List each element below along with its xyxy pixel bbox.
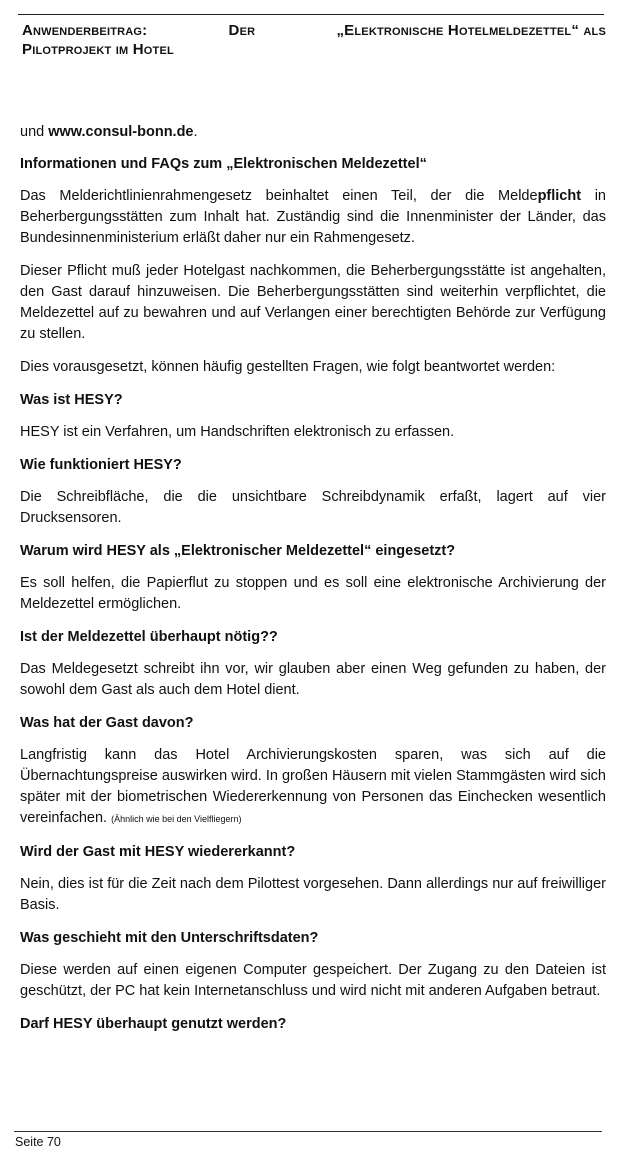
running-header-title: „Elektronische Hotelmeldezettel“ als bbox=[336, 22, 606, 39]
paragraph-1 bbox=[20, 186, 606, 249]
faq-question-6: Wird der Gast mit HESY wiedererkannt? bbox=[20, 844, 296, 860]
faq-answer-5-note: (Ähnlich wie bei den Vielfliegern) bbox=[111, 814, 242, 824]
main-content bbox=[20, 122, 606, 1046]
running-header-label: Anwenderbeitrag: bbox=[22, 22, 148, 39]
intro-prefix: und bbox=[20, 124, 49, 140]
header-rule bbox=[18, 14, 604, 15]
paragraph-1-emphasis: pflicht bbox=[537, 188, 582, 204]
faq-answer-4: Das Meldegesetzt schreibt ihn vor, wir glauben aber einen Weg gefunden zu haben, der sowohl dem Gast als auch dem Hotel dient. bbox=[20, 661, 606, 698]
intro-line bbox=[20, 122, 606, 143]
running-header-line-1 bbox=[22, 21, 606, 40]
page-number: Seite 70 bbox=[15, 1135, 61, 1149]
faq-question-3: Warum wird HESY als „Elektronischer Meldezettel“ eingesetzt? bbox=[20, 543, 456, 559]
faq-answer-5 bbox=[20, 745, 606, 830]
running-header-line-2: Pilotprojekt im Hotel bbox=[22, 41, 174, 58]
running-header-article: Der bbox=[228, 22, 256, 39]
faq-answer-2: Die Schreibfläche, die die unsichtbare Schreibdynamik erfaßt, lagert auf vier Drucksensoren. bbox=[20, 489, 606, 526]
section-heading: Informationen und FAQs zum „Elektronischen Meldezettel“ bbox=[20, 156, 427, 172]
faq-answer-6: Nein, dies ist für die Zeit nach dem Pilottest vorgesehen. Dann allerdings nur auf freiwilliger Basis. bbox=[20, 876, 606, 913]
paragraph-1-end: in Beherbergungsstätten zum Inhalt hat. Zuständig sind die Innenminister der Länder, das Bundesinnenministerium erläßt daher nur ein Rahmengesetz. bbox=[20, 188, 606, 246]
faq-question-4: Ist der Meldezettel überhaupt nötig?? bbox=[20, 629, 278, 645]
website-link[interactable]: www.consul-bonn.de bbox=[48, 124, 194, 140]
faq-answer-5-text: Langfristig kann das Hotel Archivierungskosten sparen, was sich auf die Übernachtungspreise auswirken wird. In großen Häusern mit vielen Stammgästen wird sich später mit der biometrischen Wiedererkennung von Personen das Einchecken wesentlich vereinfachen. bbox=[20, 747, 606, 826]
faq-answer-3: Es soll helfen, die Papierflut zu stoppen und es soll eine elektronische Archivierung der Meldezettel ermöglichen. bbox=[20, 575, 606, 612]
paragraph-1-start: Das Melderichtlinienrahmengesetz beinhaltet einen Teil, der die Melde bbox=[20, 188, 538, 204]
running-header bbox=[22, 21, 606, 59]
paragraph-3: Dies vorausgesetzt, können häufig gestellten Fragen, wie folgt beantwortet werden: bbox=[20, 359, 556, 375]
intro-suffix: . bbox=[193, 124, 198, 140]
faq-answer-7: Diese werden auf einen eigenen Computer gespeichert. Der Zugang zu den Dateien ist geschützt, der PC hat kein Internetanschluss und wird nicht mit anderen Aufgaben betraut. bbox=[20, 962, 606, 999]
faq-question-8: Darf HESY überhaupt genutzt werden? bbox=[20, 1016, 287, 1032]
faq-question-5: Was hat der Gast davon? bbox=[20, 715, 194, 731]
faq-question-1: Was ist HESY? bbox=[20, 392, 123, 408]
faq-question-2: Wie funktioniert HESY? bbox=[20, 457, 182, 473]
paragraph-2: Dieser Pflicht muß jeder Hotelgast nachkommen, die Beherbergungsstätte ist angehalten, den Gast darauf hinzuweisen. Die Beherbergungsstätten sind weiterhin verpflichtet, die Meldezettel auf zu bewahren und auf Verlangen einer berechtigten Behörde zur Verfügung zu stellen. bbox=[20, 263, 606, 342]
footer-rule bbox=[14, 1131, 602, 1132]
faq-question-7: Was geschieht mit den Unterschriftsdaten? bbox=[20, 930, 319, 946]
faq-answer-1: HESY ist ein Verfahren, um Handschriften elektronisch zu erfassen. bbox=[20, 424, 455, 440]
